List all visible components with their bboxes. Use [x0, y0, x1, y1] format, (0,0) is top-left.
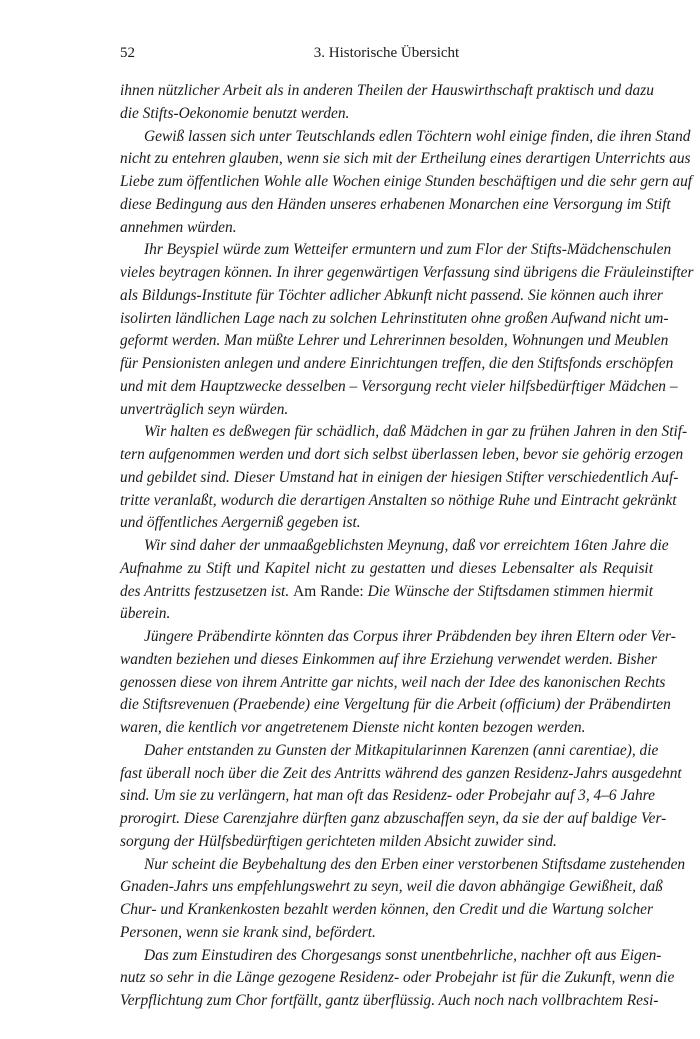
text-line-content: genossen diese von ihrem Antritte gar nichts, weil nach der Idee des kanonischen Rechts [120, 673, 666, 691]
text-line-content: nicht zu entehren glauben, wenn sie sich mit der Ertheilung eines derartigen Unterrichts aus [120, 150, 691, 168]
text-line-content: Daher entstanden zu Gunsten der Mitkapitularinnen Karenzen (anni carentiae), die [144, 741, 659, 759]
text-line [120, 694, 671, 717]
text-line-content: annehmen würden. [120, 218, 237, 236]
text-line-content: Liebe zum öffentlichen Wohle alle Wochen einige Stunden beschäftigen und die sehr gern auf [120, 173, 693, 190]
text-line-content: Gewiß lassen sich unter Teutschlands edlen Töchtern wohl einige finden, die ihren Stand [144, 127, 691, 145]
text-line [120, 740, 659, 763]
text-line [120, 899, 653, 922]
margin-note-label: Am Rande: [293, 582, 364, 600]
text-line-content: Wir halten es deßwegen für schädlich, daß Mädchen in gar zu frühen Jahren in den Stif- [144, 423, 688, 441]
text-line-content: vieles beytragen können. In ihrer gegenwärtigen Verfassung sind übrigens die Fräuleinstifter [120, 264, 694, 281]
text-line [120, 922, 653, 945]
text-line-content: als Bildungs-Institute für Töchter adlicher Abkunft nicht passend. Sie können auch ihrer [120, 286, 663, 304]
text-line-content: isolirten ländlichen Lage nach zu solchen Lehrinstituten ohne großen Aufwand nicht um- [120, 309, 669, 327]
text-line [120, 80, 653, 103]
text-line-content: waren, die kentlich vor angetretenem Dienste nicht konten bezogen werden. [120, 719, 586, 736]
text-line-content: fast überall noch über die Zeit des Antritts während des ganzen Residenz-Jahrs ausgedehnt [120, 764, 682, 782]
text-line [120, 171, 693, 194]
text-line-content: überein. [120, 605, 171, 623]
text-line-content: Verpflichtung zum Chor fortfällt, gantz überflüssig. Auch noch nach vollbrachtem Resi- [120, 992, 659, 1009]
text-line [120, 467, 679, 490]
text-line-content: des Antritts festzusetzen ist. [120, 582, 290, 600]
text-line-content: tritte veranlaßt, wodurch die derartigen Anstalten so nöthige Ruhe und Eintracht gekränkt [120, 491, 677, 509]
text-line-content: die Stiftsrevenuen (Praebende) eine Vergeltung für die Arbeit (officium) der Präbendirten [120, 696, 671, 714]
text-line [120, 626, 676, 649]
margin-note-text: Die Wünsche der Stiftsdamen stimmen hiermit [367, 582, 653, 600]
text-line [120, 490, 677, 513]
text-line [120, 330, 669, 353]
text-line [120, 376, 678, 399]
text-line [120, 808, 667, 831]
text-line [120, 876, 663, 899]
text-line [120, 945, 662, 968]
text-line-content: Personen, wenn sie krank sind, befördert. [120, 923, 376, 941]
text-line [120, 763, 682, 786]
text-line-content: Chur- und Krankenkosten bezahlt werden können, den Credit und die Wartung solcher [120, 901, 653, 918]
running-head: 3. Historische Übersicht [313, 45, 460, 61]
text-line-content: Das zum Einstudiren des Chorgesangs sonst unentbehrliche, nachher oft aus Eigen- [144, 946, 662, 964]
text-line-content: sorgung der Hülfsbedürftigen gerichteten milden Absicht zuwider sind. [120, 832, 557, 850]
text-line [120, 785, 653, 808]
text-line [120, 103, 653, 126]
text-line-content: unverträglich seyn würden. [120, 400, 289, 418]
text-line-content: und gebildet sind. Dieser Umstand hat in einigen der hiesigen Stifter verschiedentlich Auf- [120, 468, 679, 486]
text-line-content: Ihr Beyspiel würde zum Wetteifer ermuntern und zum Flor der Stifts-Mädchenschulen [144, 241, 672, 259]
text-line [120, 967, 675, 990]
text-line [120, 353, 674, 376]
body-text [120, 80, 694, 1013]
text-line-content: Gnaden-Jahrs uns empfehlungswehrt zu seyn, weil die davon abhängige Gewißheit, daß [120, 878, 663, 896]
text-line-content: Aufnahme zu Stift und Kapitel nicht zu gestatten und dieses Lebensalter als Requisit [120, 559, 653, 577]
text-line [120, 262, 694, 285]
text-line [120, 399, 653, 422]
text-line-content: nutz so sehr in die Länge gezogene Residenz- oder Probejahr ist für die Zukunft, wenn die [120, 969, 675, 987]
text-line [120, 717, 653, 740]
text-line-content: ihnen nützlicher Arbeit als in anderen Theilen der Hauswirthschaft praktisch und dazu [120, 82, 654, 99]
text-line-content: Wir sind daher der unmaaßgeblichsten Meynung, daß vor erreichtem 16ten Jahre die [144, 537, 669, 554]
text-line [120, 672, 666, 695]
text-line [120, 239, 672, 262]
text-line [120, 603, 653, 626]
text-line-content: für Pensionisten anlegen und andere Einrichtungen treffen, die den Stiftsfonds erschöpfen [120, 355, 674, 372]
text-line [120, 990, 659, 1013]
text-line [120, 854, 686, 877]
text-line-content: Nur scheint die Beybehaltung des den Erben einer verstorbenen Stiftsdame zustehenden [144, 855, 686, 873]
text-line [120, 558, 653, 581]
text-line-content: diese Bedingung aus den Händen unseres erhabenen Monarchen eine Versorgung im Stift [120, 195, 671, 213]
text-line [120, 421, 688, 444]
text-line [120, 148, 691, 171]
text-line [120, 581, 653, 604]
text-line-content: wandten beziehen und dieses Einkommen auf ihre Erziehung verwendet werden. Bisher [120, 650, 657, 668]
text-line [120, 649, 657, 672]
text-line [120, 194, 671, 217]
text-line-content: tern aufgenommen werden und dort sich selbst überlassen leben, bevor sie gehörig erzogen [120, 446, 684, 463]
page-header [120, 45, 653, 65]
text-line-content: sind. Um sie zu verlängern, hat man oft das Residenz- oder Probejahr auf 3, 4–6 Jahre [120, 787, 655, 805]
text-line [120, 126, 691, 149]
page-number: 52 [120, 45, 135, 61]
text-line-content: die Stifts-Oekonomie benutzt werden. [120, 104, 350, 122]
text-line [120, 831, 653, 854]
text-line [120, 444, 684, 467]
text-line [120, 285, 663, 308]
text-line-content: geformt werden. Man müßte Lehrer und Lehrerinnen besolden, Wohnungen und Meublen [120, 332, 669, 350]
text-line [120, 308, 669, 331]
text-line [120, 217, 653, 240]
text-line-content: und öffentliches Aergerniß gegeben ist. [120, 514, 361, 532]
text-line [120, 512, 653, 535]
text-line-content: Jüngere Präbendirte könnten das Corpus ihrer Präbdenden bey ihren Eltern oder Ver- [144, 628, 676, 645]
text-line-content: prorogirt. Diese Carenzjahre dürften ganz abzuschaffen seyn, da sie der auf baldige Ver- [120, 810, 667, 827]
text-line-content: und mit dem Hauptzwecke desselben – Versorgung recht vieler hilfsbedürftiger Mädchen – [120, 377, 678, 395]
text-line [120, 535, 669, 558]
